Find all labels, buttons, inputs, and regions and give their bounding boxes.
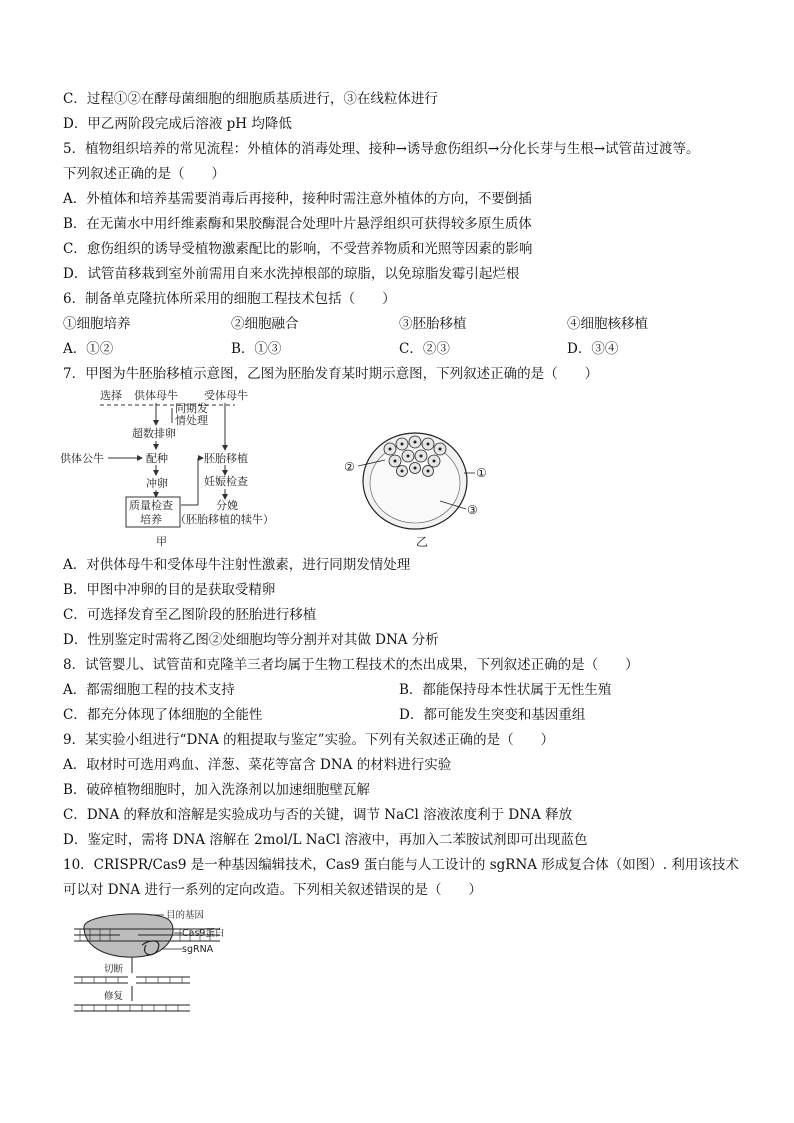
crispr-cas9-diagram <box>70 905 250 1017</box>
q8-option-c: C．都充分体现了体细胞的全能性 <box>63 707 263 723</box>
q8-stem: 8．试管婴儿、试管苗和克隆羊三者均属于生物工程技术的杰出成果，下列叙述正确的是（ ） <box>63 657 639 673</box>
label-sync-2: 情处理 <box>175 414 208 427</box>
q6-item-2: ②细胞融合 <box>231 316 299 332</box>
q6-option-c: C．②③ <box>399 341 450 357</box>
label-quality-check: 质量检查 <box>129 499 173 512</box>
q7-option-c: C．可选择发育至乙图阶段的胚胎进行移植 <box>63 607 317 623</box>
q5-stem-line2: 下列叙述正确的是（ ） <box>63 166 225 182</box>
label-xuanze: 选择 <box>100 389 122 402</box>
label-embryo-transfer: 胚胎移植 <box>204 452 248 465</box>
q9-stem: 9．某实验小组进行“DNA 的粗提取与鉴定”实验。下列有关叙述正确的是（ ） <box>63 732 555 748</box>
label-donor-cow: 供体母牛 <box>134 389 178 402</box>
q7-option-d: D．性别鉴定时需将乙图②处细胞均等分割并对其做 DNA 分析 <box>63 632 439 648</box>
q4-option-c: C．过程①②在酵母菌细胞的细胞质基质进行，③在线粒体进行 <box>63 91 438 107</box>
q10-stem-line1: 10．CRISPR/Cas9 是一种基因编辑技术，Cas9 蛋白能与人工设计的 sgRNA 形成复合体（如图）. 利用该技术 <box>63 857 739 873</box>
label-recipient-cow: 受体母牛 <box>204 389 248 402</box>
q6-option-a: A．①② <box>63 341 114 357</box>
q9-option-b: B．破碎植物细胞时，加入洗涤剂以加速细胞壁瓦解 <box>63 782 370 798</box>
q6-option-b: B．①③ <box>231 341 282 357</box>
label-circle-2: ② <box>344 460 355 474</box>
q6-stem: 6．制备单克隆抗体所采用的细胞工程技术包括（ ） <box>63 291 396 307</box>
q5-stem-line1: 5．植物组织培养的常见流程：外植体的消毒处理、接种→诱导愈伤组织→分化长芽与生根→试管苗过渡等。 <box>63 141 700 157</box>
label-donor-bull: 供体公牛 <box>60 452 104 465</box>
q7-option-b: B．甲图中冲卵的目的是获取受精卵 <box>63 582 276 598</box>
label-superovulation: 超数排卵 <box>132 427 176 440</box>
q6-item-1: ①细胞培养 <box>63 316 131 332</box>
label-target-gene: 目的基因 <box>166 910 205 921</box>
label-cas9-protein: Cas9蛋白 <box>182 928 225 939</box>
q5-option-c: C．愈伤组织的诱导受植物激素配比的影响，不受营养物质和光照等因素的影响 <box>63 241 533 257</box>
label-cutting: 切断 <box>104 964 124 975</box>
label-repair: 修复 <box>104 991 124 1002</box>
q10-stem-line2: 可以对 DNA 进行一系列的定向改造。下列相关叙述错误的是（ ） <box>63 882 482 898</box>
label-sync-1: 同期发 <box>175 402 208 415</box>
q9-option-c: C．DNA 的释放和溶解是实验成功与否的关键，调节 NaCl 溶液浓度利于 DNA 释放 <box>63 807 573 823</box>
q5-option-b: B．在无菌水中用纤维素酶和果胶酶混合处理叶片悬浮组织可获得较多原生质体 <box>63 216 532 232</box>
label-circle-3: ③ <box>467 503 478 517</box>
figure-caption-yi: 乙 <box>416 535 429 549</box>
label-calving-note: （胚胎移植的犊牛） <box>175 513 274 526</box>
q6-item-3: ③胚胎移植 <box>399 316 467 332</box>
q9-option-a: A．取材时可选用鸡血、洋葱、菜花等富含 DNA 的材料进行实验 <box>63 757 452 773</box>
q8-option-d: D．都可能发生突变和基因重组 <box>399 707 586 723</box>
label-flushing: 冲卵 <box>146 477 168 490</box>
q6-item-4: ④细胞核移植 <box>567 316 648 332</box>
label-culture: 培养 <box>140 513 162 526</box>
q4-option-d: D．甲乙两阶段完成后溶液 pH 均降低 <box>63 116 292 132</box>
label-circle-1: ① <box>476 466 487 480</box>
q7-stem: 7．甲图为牛胚胎移植示意图，乙图为胚胎发育某时期示意图，下列叙述正确的是（ ） <box>63 366 599 382</box>
q6-option-d: D．③④ <box>567 341 619 357</box>
blastocyst-diagram <box>340 425 500 550</box>
q5-option-a: A．外植体和培养基需要消毒后再接种，接种时需注意外植体的方向，不要倒插 <box>63 191 532 207</box>
q5-option-d: D．试管苗移栽到室外前需用自来水洗掉根部的琼脂，以免琼脂发霉引起烂根 <box>63 266 520 282</box>
q8-option-b: B．都能保持母本性状属于无性生殖 <box>399 682 612 698</box>
q9-option-d: D．鉴定时，需将 DNA 溶解在 2mol/L NaCl 溶液中，再加入二苯胺试剂即可出现蓝色 <box>63 832 588 848</box>
label-sgrna: sgRNA <box>182 944 214 955</box>
figure-caption-jia: 甲 <box>156 535 167 548</box>
q8-option-a: A．都需细胞工程的技术支持 <box>63 682 235 698</box>
label-calving: 分娩 <box>216 499 238 512</box>
label-pregnancy-check: 妊娠检查 <box>204 475 248 488</box>
embryo-transfer-diagram <box>60 385 300 550</box>
q7-option-a: A．对供体母牛和受体母牛注射性激素，进行同期发情处理 <box>63 557 411 573</box>
label-mating: 配种 <box>146 452 168 465</box>
